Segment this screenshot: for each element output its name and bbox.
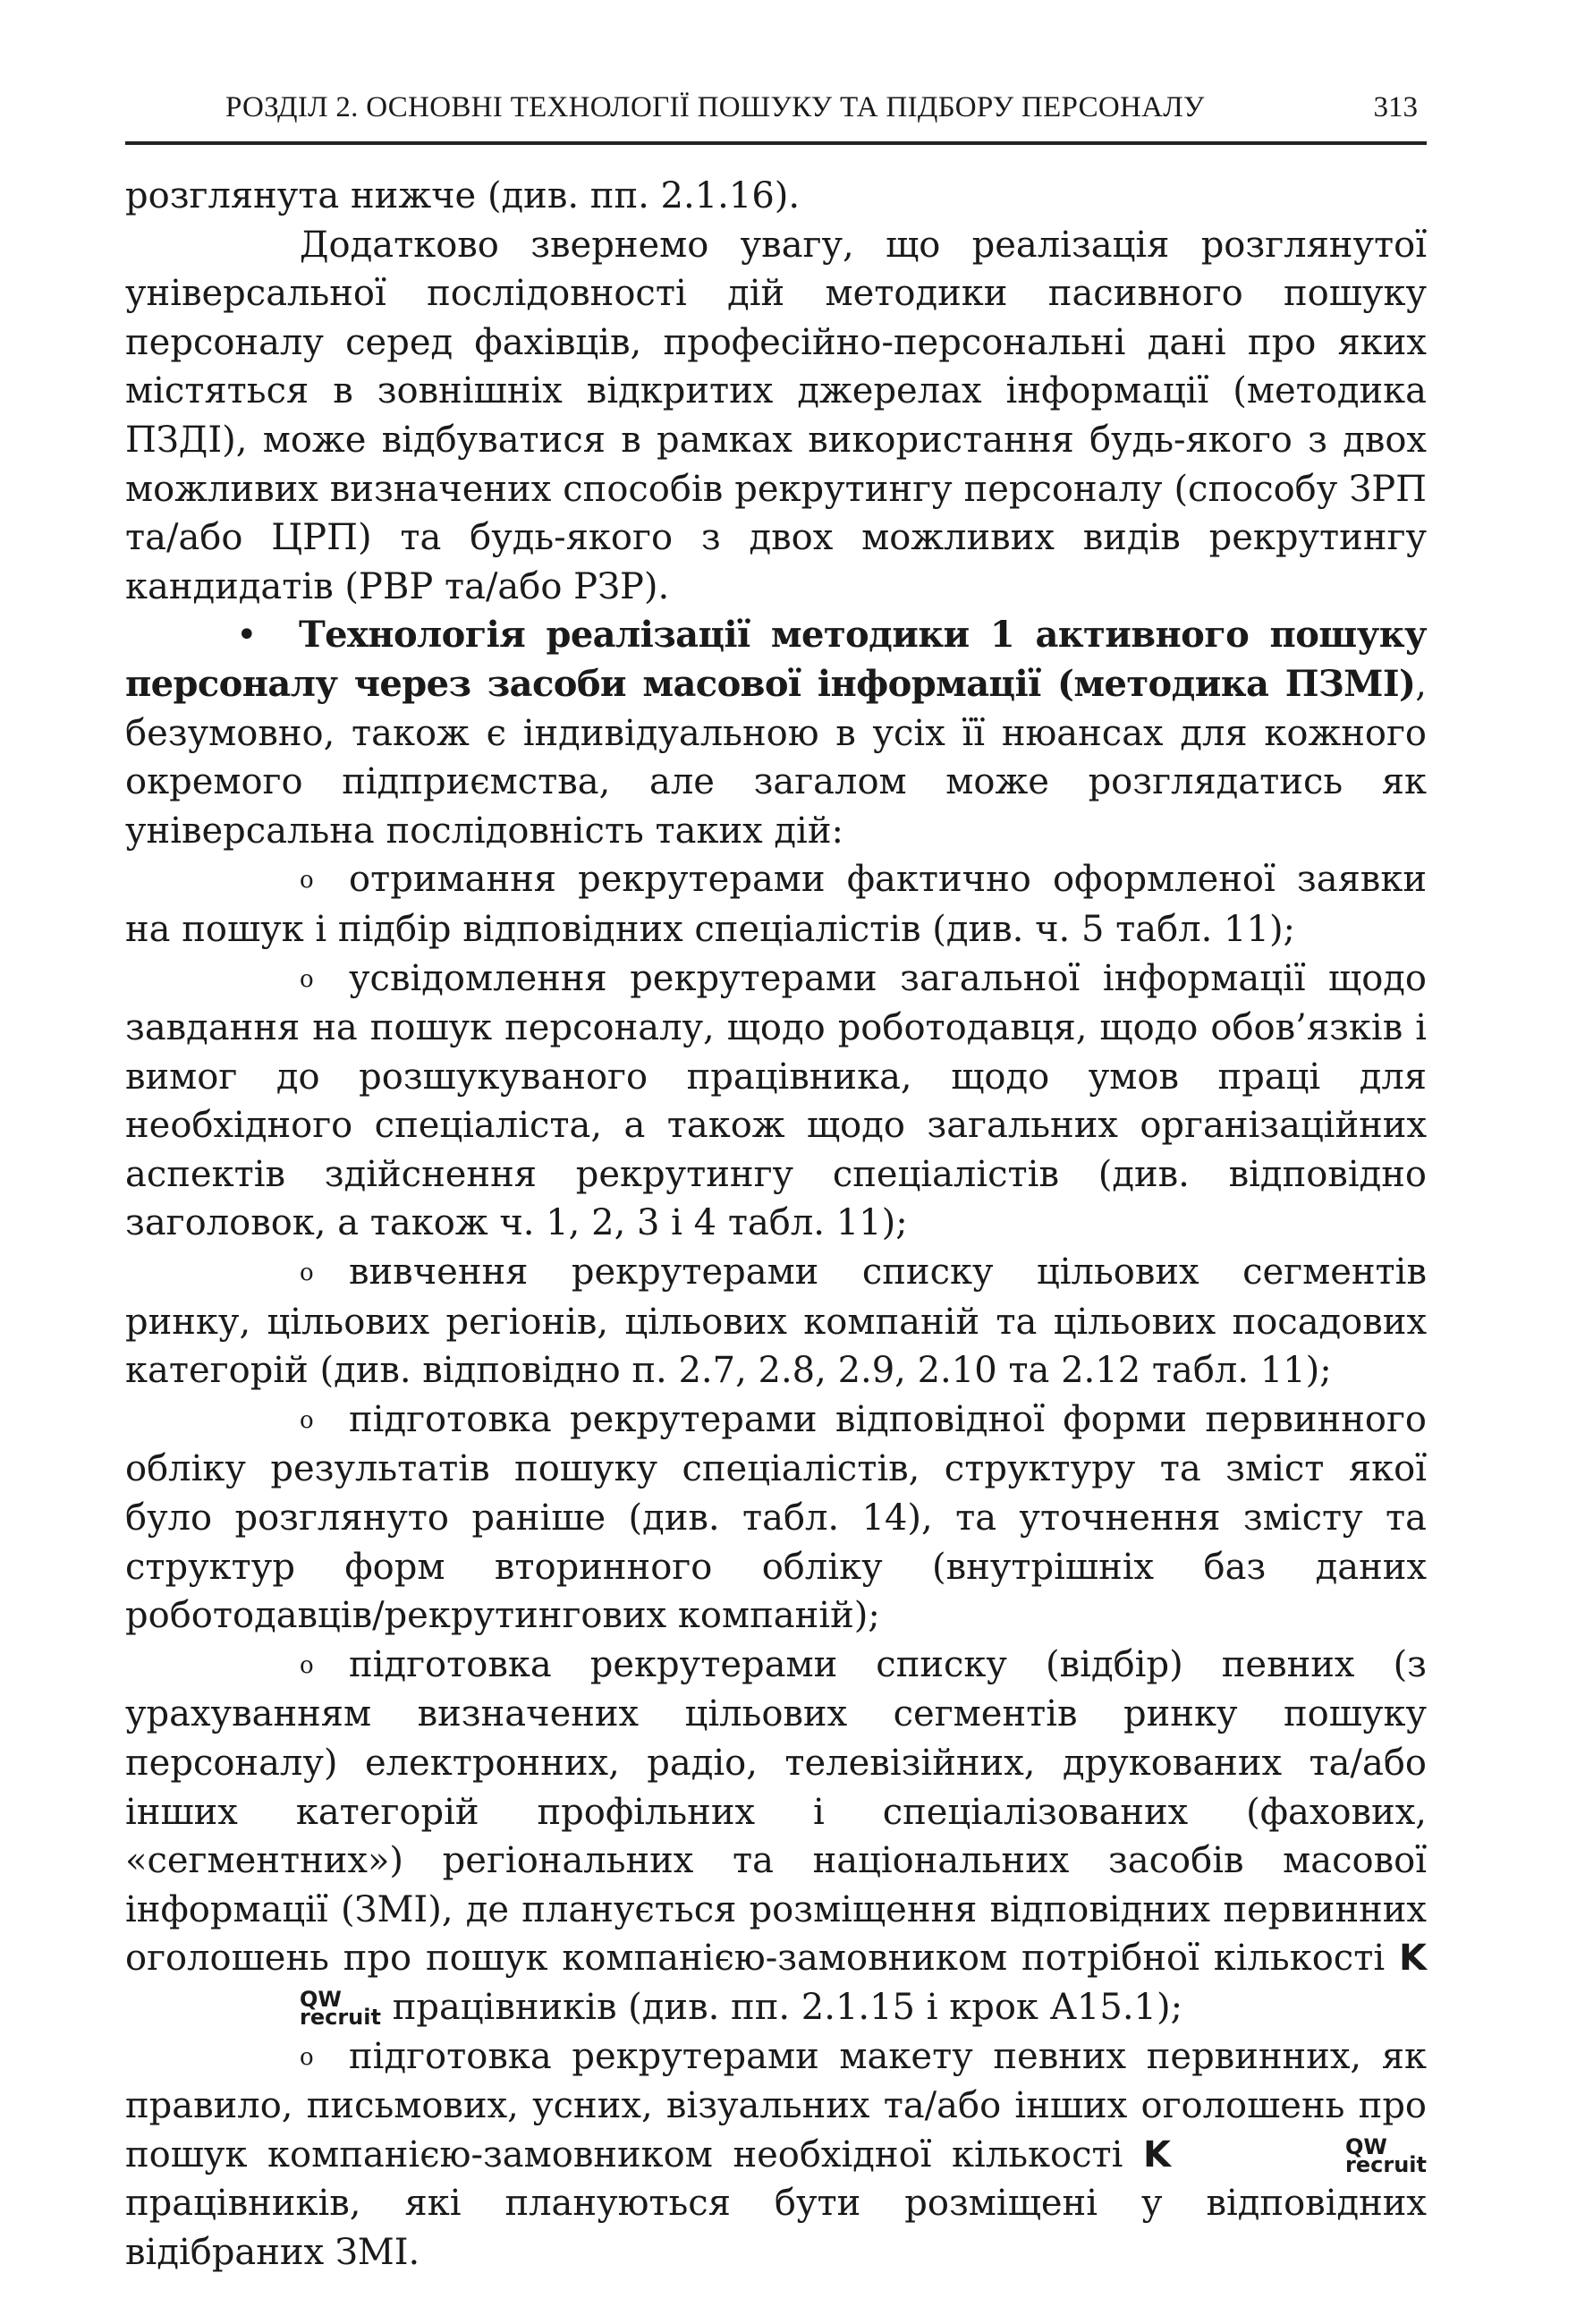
body-text: [125, 172, 1427, 2277]
k-symbol-superscript-2: QW: [1345, 2133, 1387, 2159]
k-symbol-superscript: QW: [300, 1986, 342, 2012]
bullet-item: [125, 611, 1427, 855]
sub-item-2: [125, 954, 1427, 1249]
k-symbol-scripts: [125, 1986, 381, 2030]
sub-marker-6: o: [300, 2043, 314, 2071]
sub-item-5-text-b: працівників (див. пп. 2.1.15 і крок А15.1);: [392, 1986, 1183, 2028]
sub-marker-4: o: [300, 1406, 314, 1434]
k-symbol-subscript: recruit: [300, 2004, 381, 2030]
sub-marker-5: o: [300, 1651, 314, 1679]
sub-item-5: [125, 1641, 1427, 2032]
sub-item-6-text-b: працівників, які плануються бути розміщені у відповідних відібраних ЗМІ.: [125, 2183, 1427, 2273]
sub-marker-2: o: [300, 965, 314, 993]
sub-item-4: [125, 1395, 1427, 1641]
sub-item-5-text-a: підготовка рекрутерами списку (відбір) певних (з урахуванням визначених цільових сегментів ринку пошуку персоналу) електронних, радіо, телевізійних, друкованих та/або інших категорій профільних і спеціалізованих (фахових, «сегментних») регіональних та національних засобів масової інформації (ЗМІ), де планується розміщення відповідних первинних оголошень про пошук компанією-замовником потрібної кількості: [125, 1643, 1427, 1980]
bullet-text: , безумовно, також є індивідуальною в усіх її нюансах для кожного окремого підприємства, але загалом може розглядатись як універсальна послідовність таких дій:: [125, 663, 1427, 852]
k-symbol-base: K: [1399, 1938, 1427, 1980]
sub-item-2-text: усвідомлення рекрутерами загальної інформації щодо завдання на пошук персоналу, щодо роботодавця, щодо обов’язків і вимог до розшукуваного працівника, щодо умов праці для необхідного спеціаліста, а також щодо загальних організаційних аспектів здійснення рекрутингу спеціалістів (див. відповідно заголовок, а також ч. 1, 2, 3 і 4 табл. 11);: [125, 957, 1427, 1244]
sub-item-1-text: отримання рекрутерами фактично оформленої заявки на пошук і підбір відповідних спеціалістів (див. ч. 5 табл. 11);: [125, 859, 1427, 950]
bullet-marker: •: [236, 615, 258, 657]
running-header: [125, 89, 1427, 145]
bullet-bold-heading: Технологія реалізації методики 1 активного пошуку персоналу через засоби масової інформації (методика ПЗМІ): [125, 614, 1427, 705]
k-symbol-base-2: K: [1143, 2133, 1172, 2176]
paragraph-additional-note: Додатково звернемо увагу, що реалізація розглянутої універсальної послідовності дій методики пасивного пошуку персоналу серед фахівців, професійно-персональні дані про яких містяться в зовнішніх відкритих джерелах інформації (методика ПЗДІ), може відбуватися в рамках використання будь-якого з двох можливих визначених способів рекрутингу персоналу (способу ЗРП та/або ЦРП) та будь-якого з двох можливих видів рекрутингу кандидатів (РВР та/або РЗР).: [125, 224, 1427, 607]
k-symbol-scripts-2: [1171, 2133, 1427, 2177]
chapter-title: РОЗДІЛ 2. ОСНОВНІ ТЕХНОЛОГІЇ ПОШУКУ ТА ПІДБОРУ ПЕРСОНАЛУ: [225, 91, 1205, 123]
sub-item-4-text: підготовка рекрутерами відповідної форми первинного обліку результатів пошуку спеціалістів, структуру та зміст якої було розглянуто раніше (див. табл. 14), та уточнення змісту та структур форм вторинного обліку (внутрішніх баз даних роботодавців/рекрутингових компаній);: [125, 1398, 1427, 1637]
paragraph-continuation: розглянута нижче (див. пп. 2.1.16).: [125, 175, 801, 216]
sub-item-6-text-a: підготовка рекрутерами макету певних первинних, як правило, письмових, усних, візуальних та/або інших оголошень про пошук компанією-замовником необхідної кількості: [125, 2035, 1427, 2176]
sub-item-3-text: вивчення рекрутерами списку цільових сегментів ринку, цільових регіонів, цільових компаній та цільових посадових категорій (див. відповідно п. 2.7, 2.8, 2.9, 2.10 та 2.12 табл. 11);: [125, 1251, 1427, 1392]
sub-item-6: [125, 2032, 1427, 2277]
k-symbol-subscript-2: recruit: [1345, 2151, 1427, 2177]
sub-item-3: [125, 1248, 1427, 1395]
page-number: 313: [1373, 91, 1418, 123]
sub-marker-3: o: [300, 1260, 314, 1287]
sub-marker-1: o: [300, 867, 314, 895]
sub-item-1: [125, 855, 1427, 954]
